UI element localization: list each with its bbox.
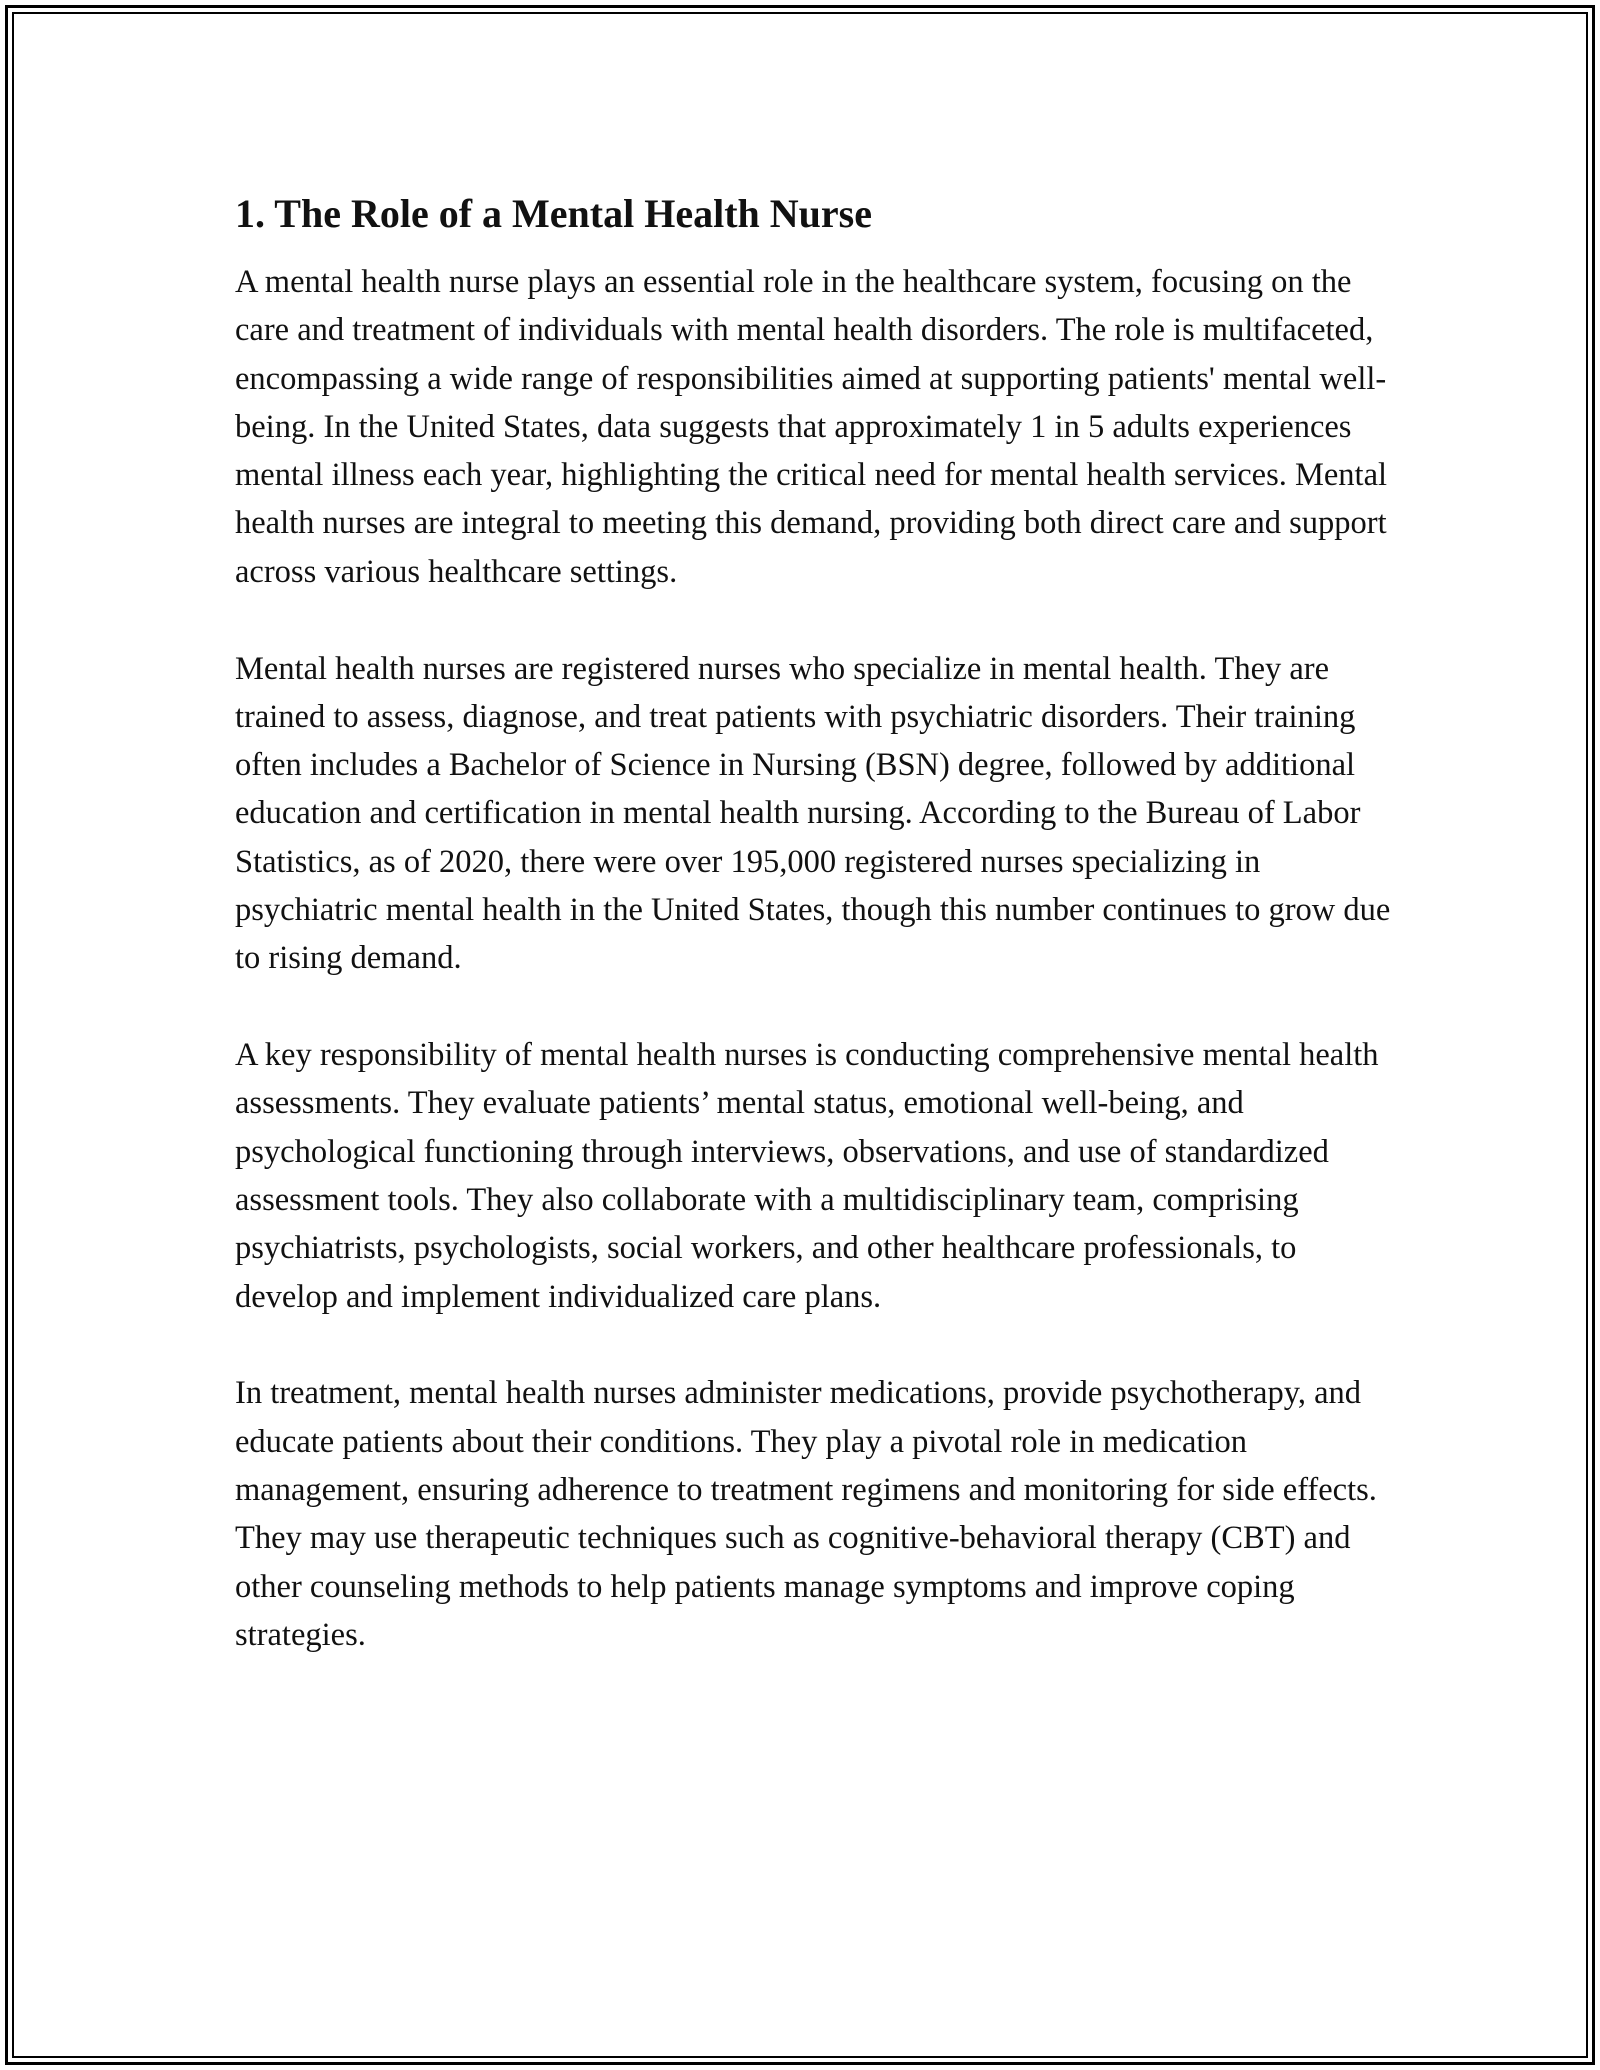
section-heading: 1. The Role of a Mental Health Nurse (235, 191, 872, 236)
document-body (235, 186, 1400, 1659)
paragraph-treatment: In treatment, mental health nurses administer medications, provide psychotherapy, and educate patients about their conditions. They play a pivotal role in medication management, ensuring adherence to treatment regimens and monitoring for side effects. They may use therapeutic techniques such as cognitive-behavioral therapy (CBT) and other counseling methods to help patients manage symptoms and improve coping strategies. (235, 1375, 1377, 1653)
paragraph-role-overview: A mental health nurse plays an essential role in the healthcare system, focusing on the care and treatment of individuals with mental health disorders. The role is multifaceted, encompassing a wide range of responsibilities aimed at supporting patients' mental well-being. In the United States, data suggests that approximately 1 in 5 adults experiences mental illness each year, highlighting the critical need for mental health services. Mental health nurses are integral to meeting this demand, providing both direct care and support across various healthcare settings. (235, 264, 1388, 590)
paragraph-training: Mental health nurses are registered nurses who specialize in mental health. They are trained to assess, diagnose, and treat patients with psychiatric disorders. Their training often includes a Bachelor of Science in Nursing (BSN) degree, followed by additional education and certification in mental health nursing. According to the Bureau of Labor Statistics, as of 2020, there were over 195,000 registered nurses specializing in psychiatric mental health in the United States, though this number continues to grow due to rising demand. (235, 650, 1391, 977)
paragraph-assessment: A key responsibility of mental health nurses is conducting comprehensive mental health assessments. They evaluate patients’ mental status, emotional well-being, and psychological functioning through interviews, observations, and use of standardized assessment tools. They also collaborate with a multidisciplinary team, comprising psychiatrists, psychologists, social workers, and other healthcare professionals, to develop and implement individualized care plans. (235, 1037, 1379, 1315)
